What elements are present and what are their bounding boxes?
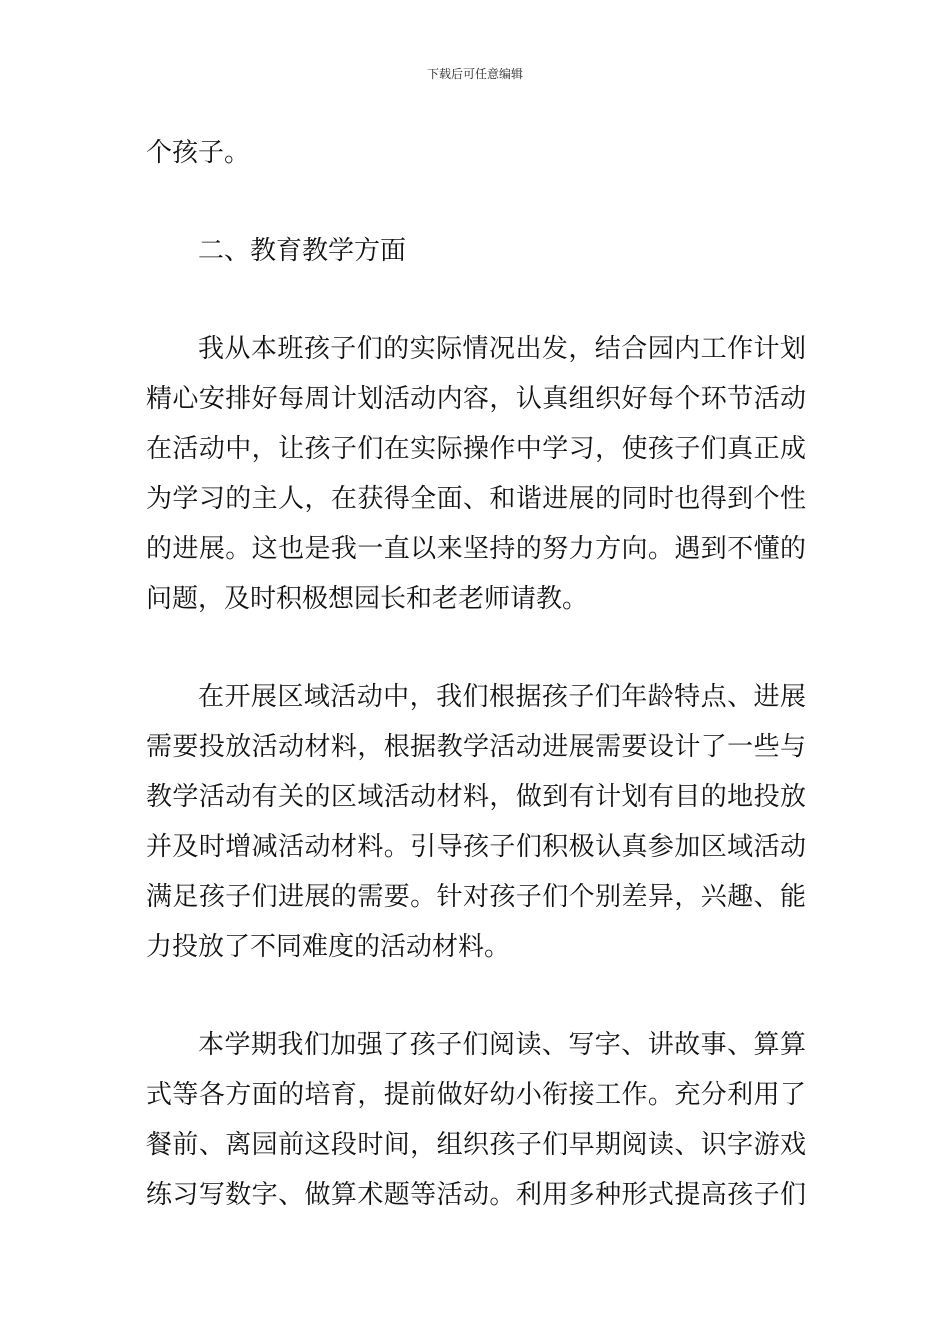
paragraph-line: 并及时增减活动材料。引导孩子们积极认真参加区域活动: [146, 832, 806, 862]
paragraph-3: [146, 1020, 806, 1220]
paragraph-line: 式等各方面的培育，提前做好幼小衔接工作。充分利用了: [146, 1080, 806, 1110]
paragraph-line: 精心安排好每周计划活动内容，认真组织好每个环节活动: [146, 384, 806, 414]
paragraph-line: 本学期我们加强了孩子们阅读、写字、讲故事、算算: [198, 1030, 806, 1060]
document-body: [146, 128, 806, 1220]
section-heading: 二、教育教学方面: [198, 236, 407, 266]
continuation-line: 个孩子。: [146, 138, 251, 168]
paragraph-line: 在开展区域活动中，我们根据孩子们年龄特点、进展: [198, 682, 806, 712]
paragraph-line: 为学习的主人，在获得全面、和谐进展的同时也得到个性: [146, 484, 806, 514]
paragraph-gap: [146, 178, 806, 226]
paragraph-line: 餐前、离园前这段时间，组织孩子们早期阅读、识字游戏: [146, 1130, 806, 1160]
paragraph-line: 我从本班孩子们的实际情况出发，结合园内工作计划: [198, 334, 806, 364]
paragraph-gap: [146, 276, 806, 324]
paragraph-gap: [146, 624, 806, 672]
paragraph-line: 教学活动有关的区域活动材料，做到有计划有目的地投放: [146, 782, 806, 812]
page-header: 下载后可任意编辑: [426, 67, 523, 81]
paragraph-gap: [146, 972, 806, 1020]
paragraph-line: 的进展。这也是我一直以来坚持的努力方向。遇到不懂的: [146, 534, 806, 564]
paragraph-line: 需要投放活动材料，根据教学活动进展需要设计了一些与: [146, 732, 806, 762]
paragraph-line: 练习写数字、做算术题等活动。利用多种形式提高孩子们: [146, 1180, 806, 1210]
paragraph-line: 满足孩子们进展的需要。针对孩子们个别差异，兴趣、能: [146, 882, 806, 912]
paragraph-2: [146, 672, 806, 972]
paragraph-line: 在活动中，让孩子们在实际操作中学习，使孩子们真正成: [146, 434, 806, 464]
paragraph-line: 力投放了不同难度的活动材料。: [146, 932, 511, 962]
paragraph-line: 问题，及时积极想园长和老老师请教。: [146, 584, 589, 614]
paragraph-1: [146, 324, 806, 624]
